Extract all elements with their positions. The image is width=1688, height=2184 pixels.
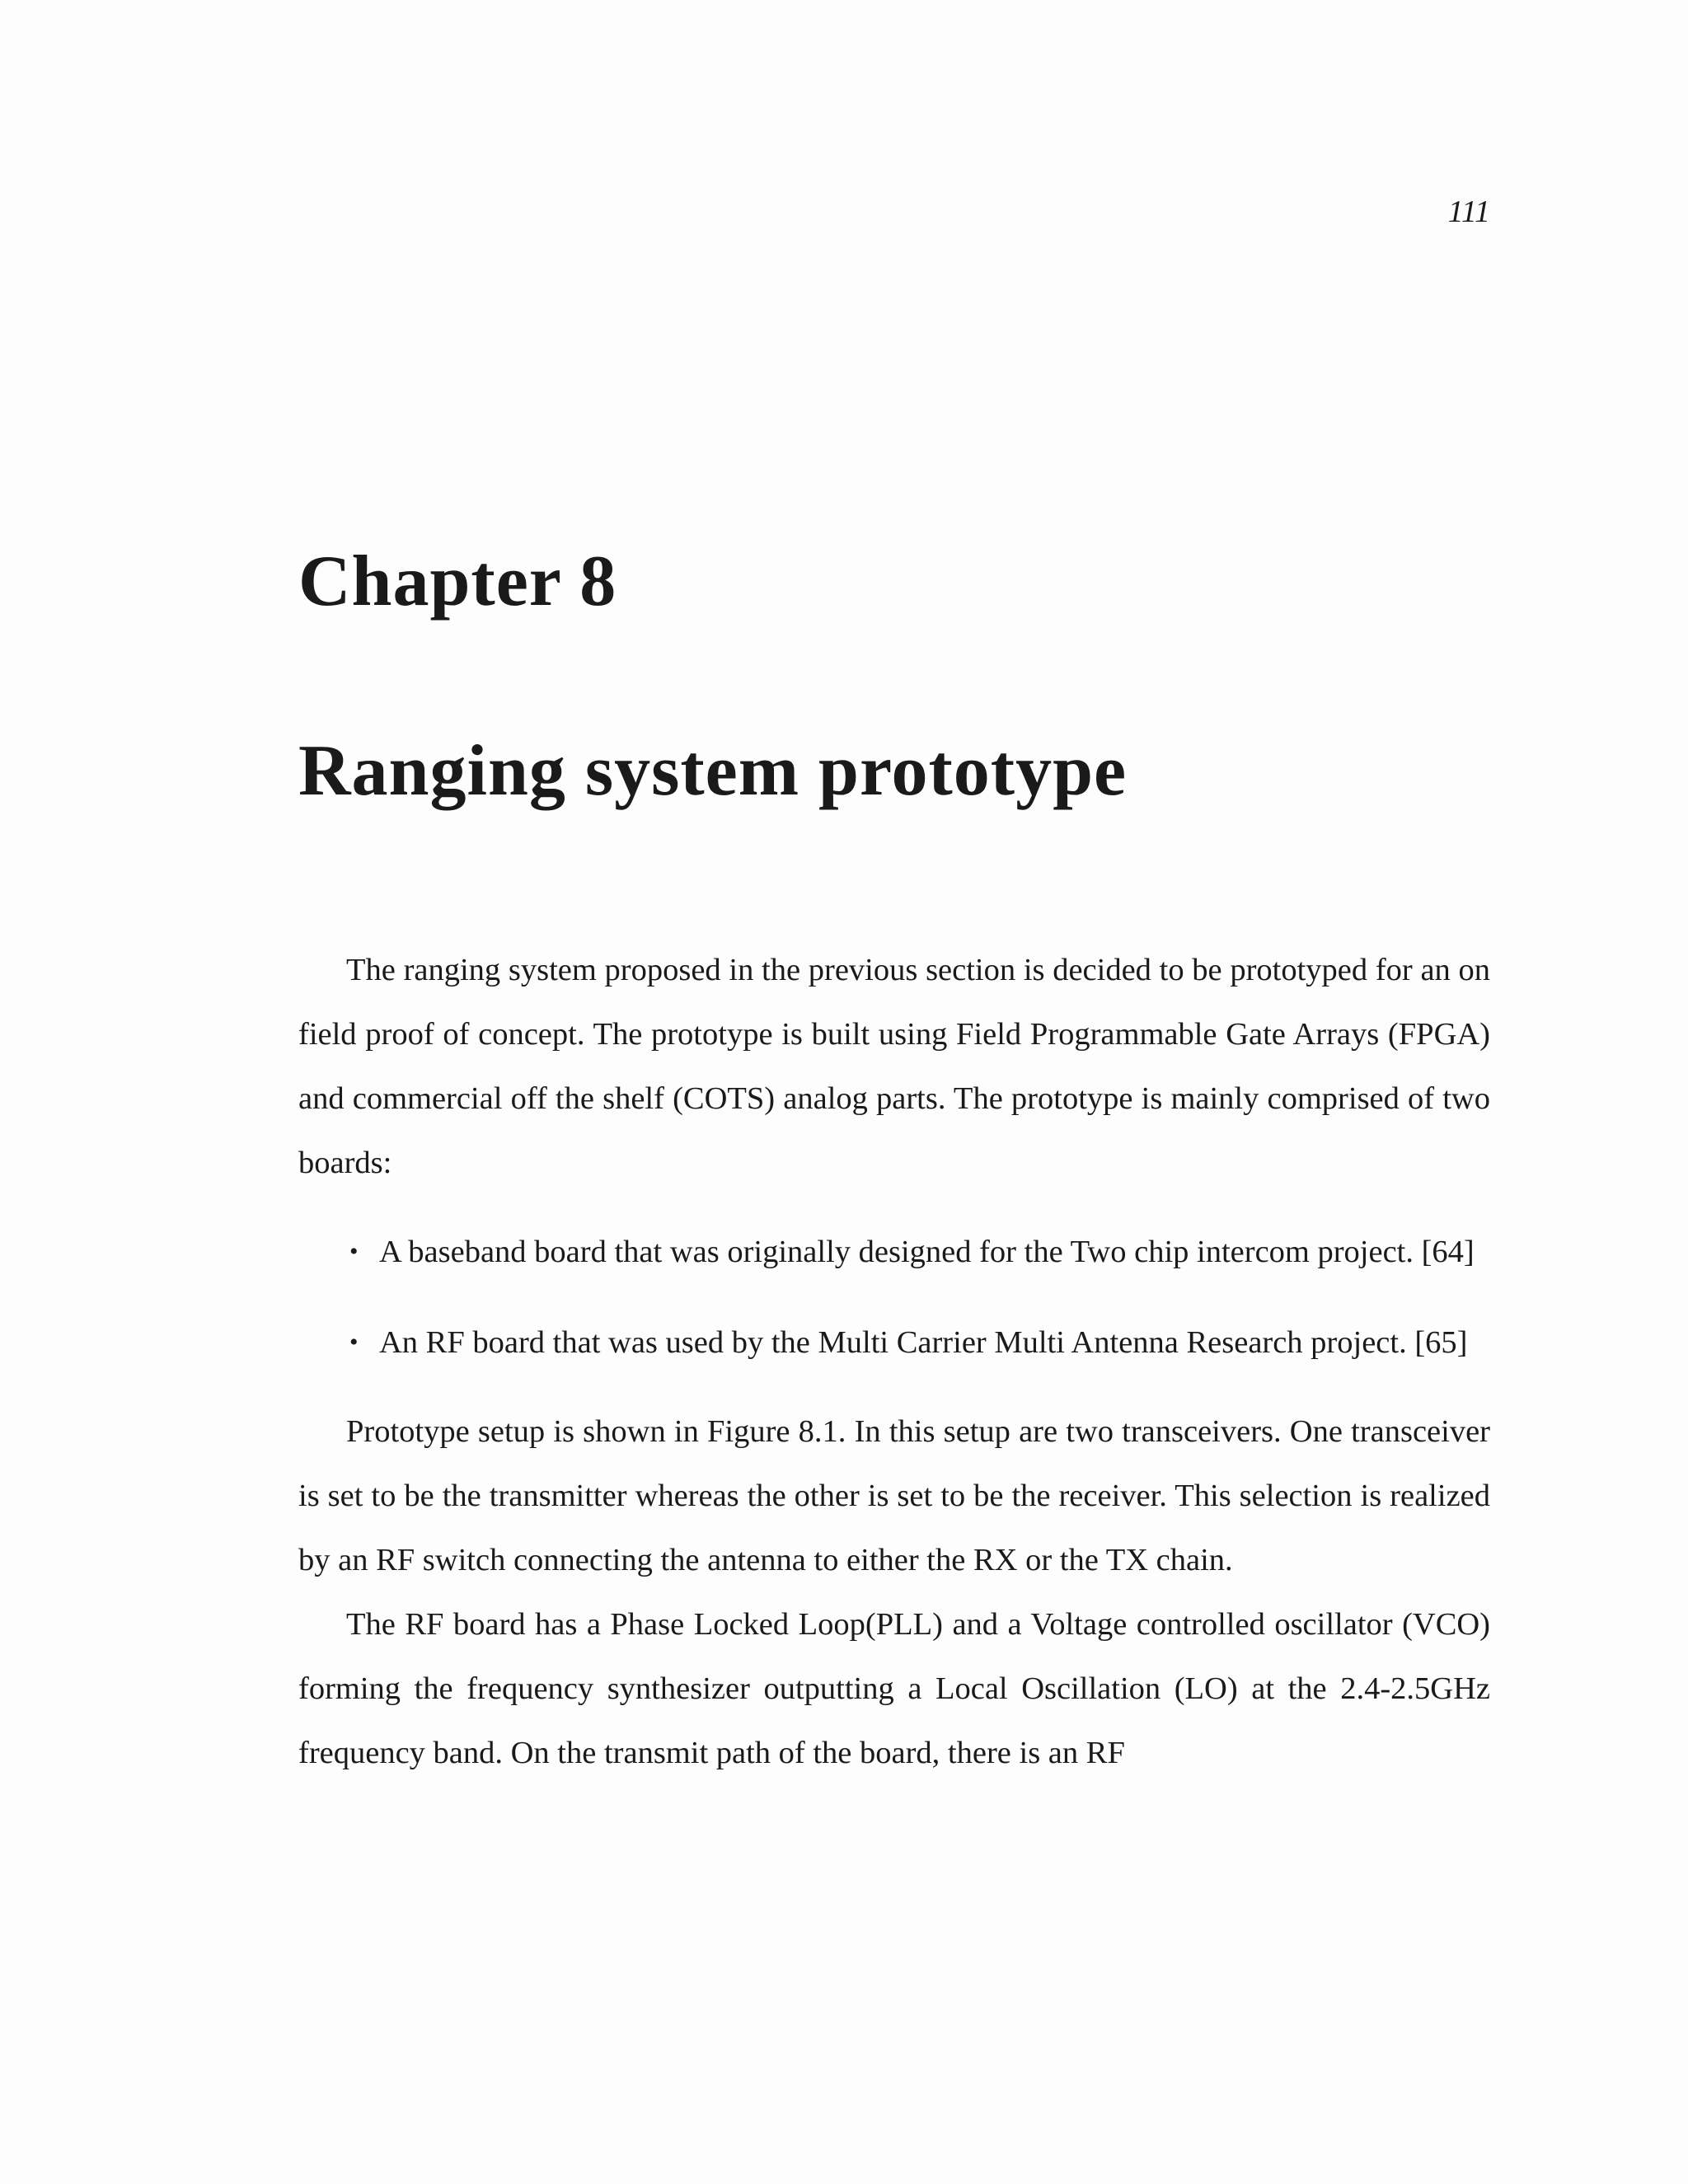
paragraph-rf-board: The RF board has a Phase Locked Loop(PLL) and a Voltage controlled oscillator (VCO) forming the frequency synthesizer outputting a Local Oscillation (LO) at the 2.4-2.5GHz frequency band. On the transmit path of the board, there is an RF	[298, 1607, 1490, 1770]
bullet-icon: •	[349, 1329, 359, 1356]
chapter-title: Ranging system prototype	[298, 731, 1128, 811]
list-item-text: An RF board that was used by the Multi Carrier Multi Antenna Research project. [65]	[379, 1325, 1468, 1360]
list-item	[298, 1220, 1490, 1284]
bullet-list	[298, 1220, 1490, 1375]
bullet-icon: •	[349, 1238, 359, 1265]
paragraph-intro: The ranging system proposed in the previous section is decided to be prototyped for an on field proof of concept. The prototype is built using Field Programmable Gate Arrays (FPGA) and commercial off the shelf (COTS) analog parts. The prototype is mainly comprised of two boards:	[298, 953, 1490, 1180]
chapter-label: Chapter 8	[298, 541, 617, 621]
paragraph-setup: Prototype setup is shown in Figure 8.1. In this setup are two transceivers. One transceiver is set to be the transmitter whereas the other is set to be the receiver. This selection is realized by an RF switch connecting the antenna to either the RX or the TX chain.	[298, 1414, 1490, 1577]
body-text	[298, 938, 1490, 1785]
list-item-text: A baseband board that was originally designed for the Two chip intercom project. [64]	[379, 1235, 1475, 1269]
list-item	[298, 1310, 1490, 1375]
page-number: 111	[1447, 194, 1490, 229]
